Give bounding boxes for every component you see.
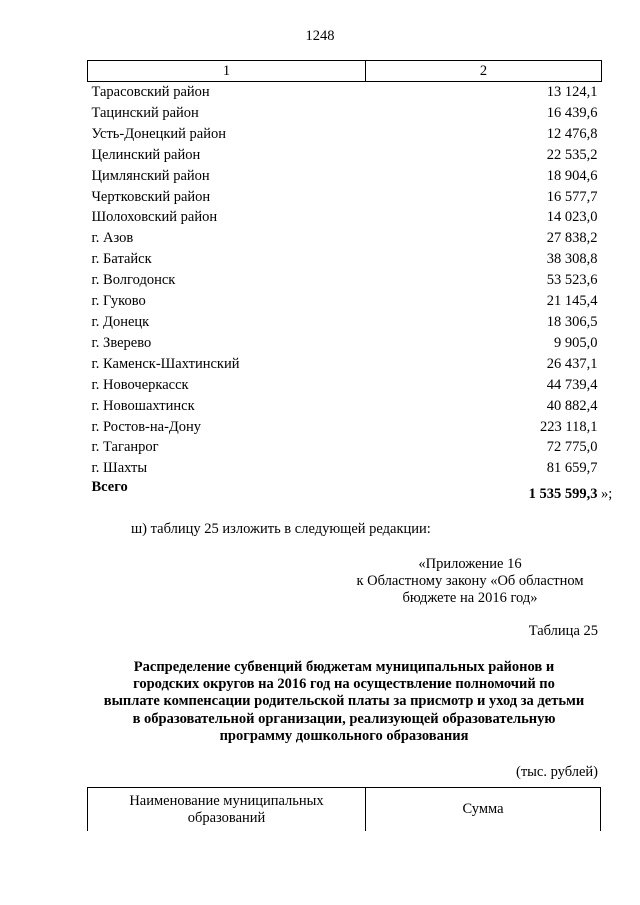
table-number: Таблица 25 xyxy=(528,623,598,639)
table-row xyxy=(88,333,602,354)
total-value: 1 535 599,3 xyxy=(528,486,598,503)
municipality-value: 18 904,6 xyxy=(546,167,598,184)
municipality-value: 13 124,1 xyxy=(546,84,598,100)
municipality-name: г. Новошахтинск xyxy=(91,397,195,414)
section-heading xyxy=(87,659,601,745)
municipality-name: г. Зверево xyxy=(91,334,152,351)
municipality-name: г. Новочеркасск xyxy=(91,376,189,393)
municipality-name: Тацинский район xyxy=(91,104,199,121)
table-row xyxy=(88,375,602,396)
municipality-value: 44 739,4 xyxy=(546,376,598,393)
table-row xyxy=(88,82,602,103)
municipality-value: 72 775,0 xyxy=(546,439,598,456)
appendix-line: «Приложение 16 xyxy=(418,556,522,572)
municipality-name: г. Азов xyxy=(91,230,134,247)
header-line: Наименование муниципальных xyxy=(129,792,324,809)
municipality-value: 21 145,4 xyxy=(546,293,598,310)
appendix-line: к Областному закону «Об областном xyxy=(356,573,584,589)
municipality-name: г. Таганрог xyxy=(91,439,159,456)
table-body xyxy=(88,82,602,504)
table-row xyxy=(88,354,602,375)
municipality-value: 26 437,1 xyxy=(546,355,598,372)
table-row xyxy=(88,458,602,479)
subvention-table xyxy=(87,60,602,503)
municipality-value: 16 439,6 xyxy=(546,104,598,121)
table-row xyxy=(88,124,602,145)
municipality-value: 40 882,4 xyxy=(546,397,598,414)
municipality-value: 38 308,8 xyxy=(546,251,598,268)
heading-line: городских округов на 2016 год на осуществление полномочий по xyxy=(133,676,555,693)
table-row xyxy=(88,187,602,208)
instruction-text: ш) таблицу 25 изложить в следующей редакции: xyxy=(131,521,431,537)
table-row xyxy=(88,228,602,249)
municipality-name: Тарасовский район xyxy=(91,84,210,100)
municipality-value: 81 659,7 xyxy=(546,460,598,477)
municipality-name: г. Шахты xyxy=(91,460,148,477)
municipality-value: 27 838,2 xyxy=(546,230,598,247)
heading-line: в образовательной организации, реализующей образовательную xyxy=(132,710,556,727)
municipality-name: г. Гуково xyxy=(91,293,146,310)
municipality-value: 9 905,0 xyxy=(554,334,598,351)
total-suffix: »; xyxy=(601,486,613,502)
heading-line: Распределение субвенций бюджетам муниципальных районов и xyxy=(133,659,555,675)
municipality-name: Цимлянский район xyxy=(91,167,210,184)
municipality-name: Усть-Донецкий район xyxy=(91,125,226,142)
column-header-sum: Сумма xyxy=(462,801,504,817)
municipality-name: Чертковский район xyxy=(91,188,211,205)
table-row xyxy=(88,270,602,291)
table-row xyxy=(88,145,602,166)
table-row xyxy=(88,103,602,124)
municipality-value: 223 118,1 xyxy=(540,418,598,435)
municipality-value: 12 476,8 xyxy=(546,125,598,142)
municipality-name: г. Каменск-Шахтинский xyxy=(91,355,240,372)
municipality-name: Целинский район xyxy=(91,146,201,163)
table-row xyxy=(88,249,602,270)
table-row xyxy=(88,417,602,438)
heading-line: выплате компенсации родительской платы за присмотр и уход за детьми xyxy=(103,693,585,710)
municipality-name: Шолоховский район xyxy=(91,209,218,226)
municipality-value: 14 023,0 xyxy=(546,209,598,226)
municipality-name: г. Батайск xyxy=(91,251,152,268)
municipality-value: 18 306,5 xyxy=(546,313,598,330)
units-label: (тыс. рублей) xyxy=(516,764,598,780)
table-total-row xyxy=(88,479,602,503)
column-header-municipality xyxy=(88,788,366,831)
municipality-value: 22 535,2 xyxy=(546,146,598,163)
municipality-value: 16 577,7 xyxy=(546,188,598,205)
appendix-line: бюджете на 2016 год» xyxy=(402,590,538,606)
table-row xyxy=(88,291,602,312)
header-line: образований xyxy=(187,809,266,826)
table-row xyxy=(88,437,602,458)
table-25-header xyxy=(87,787,601,831)
page-number: 1248 xyxy=(305,28,335,44)
municipality-name: г. Волгодонск xyxy=(91,272,176,289)
heading-line: программу дошкольного образования xyxy=(219,727,469,744)
total-label: Всего xyxy=(91,479,128,496)
municipality-name: г. Донецк xyxy=(91,313,150,330)
appendix-reference xyxy=(340,556,600,607)
table-row xyxy=(88,312,602,333)
column-header-2: 2 xyxy=(366,61,602,82)
table-row xyxy=(88,207,602,228)
table-row xyxy=(88,396,602,417)
municipality-name: г. Ростов-на-Дону xyxy=(91,418,202,435)
municipality-value: 53 523,6 xyxy=(546,272,598,289)
column-header-1: 1 xyxy=(88,61,366,82)
table-row xyxy=(88,166,602,187)
table-header-row xyxy=(88,61,602,82)
